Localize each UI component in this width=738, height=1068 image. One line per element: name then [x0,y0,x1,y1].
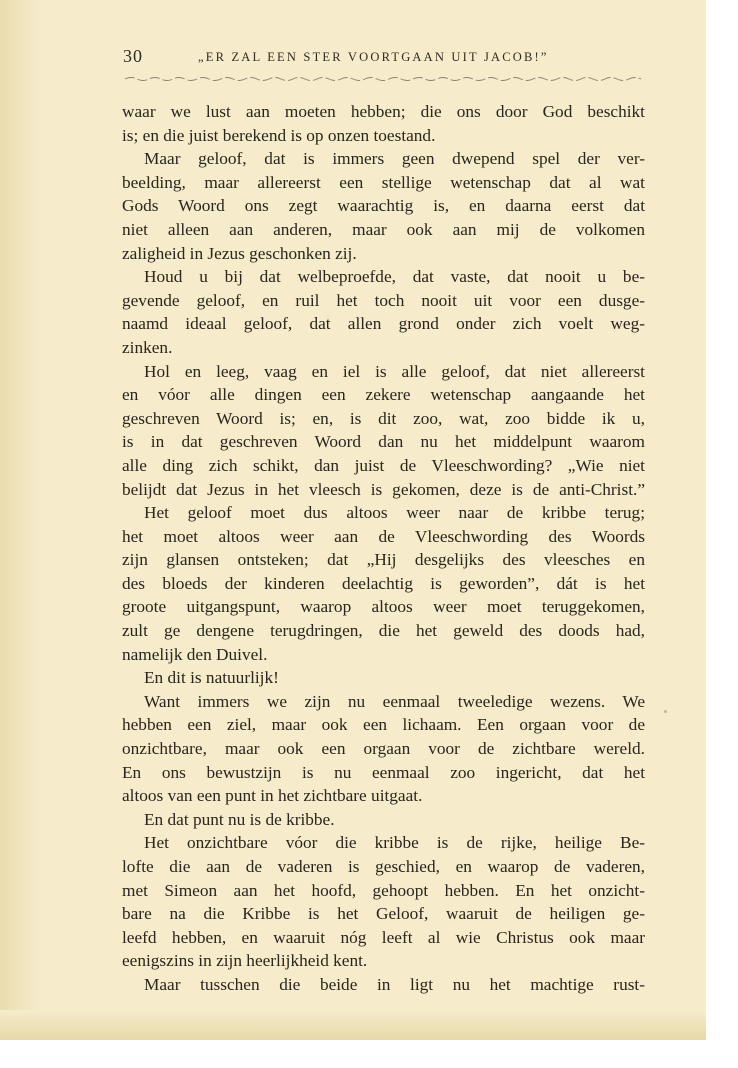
text-line: Want immers we zijn nu eenmaal tweeledige wezens. We [144,691,645,711]
text-line: namelijk den Duivel. [122,644,268,664]
text-line: altoos van een punt in het zichtbare uitgaat. [122,786,423,806]
text-line: alle ding zich schikt, dan juist de Vleeschwording? „Wie niet [122,455,645,475]
text-line: zaligheid in Jezus geschonken zij. [122,243,357,263]
text-line: leefd hebben, en waaruit nóg leeft al wie Christus ook maar [122,927,645,947]
text-line: waar we lust aan moeten hebben; die ons door God beschikt [122,102,645,121]
text-line: zult ge dengene terugdringen, die het geweld des doods had, [122,621,645,641]
text-line: En dit is natuurlijk! [144,668,279,688]
text-line: is in dat geschreven Woord dan nu het middelpunt waarom [122,432,645,452]
text-line: niet alleen aan anderen, maar ook aan mij de volkomen [122,219,645,239]
text-line: Maar tusschen die beide in ligt nu het machtige rust- [144,974,645,994]
text-line: Gods Woord ons zegt waarachtig is, en daarna eerst dat [122,196,645,216]
body-text [122,100,645,997]
text-line: geschreven Woord is; en, is dit zoo, wat, zoo bidde ik u, [122,408,645,428]
text-line: gevende geloof, en ruil het toch nooit uit voor een dusge- [122,290,645,310]
text-line: Maar geloof, dat is immers geen dwepend spel der ver- [144,149,645,169]
text-line: Het onzichtbare vóor die kribbe is de rijke, heilige Be- [144,833,645,853]
text-line: het moet altoos weer aan de Vleeschwording des Woords [122,526,645,546]
text-line: en vóor alle dingen een zekere wetenschap aangaande het [122,385,645,405]
page-shadow-bottom [0,1010,706,1040]
text-line: Het geloof moet dus altoos weer naar de kribbe terug; [144,503,645,523]
text-line: zijn glansen ontsteken; dat „Hij desgelijks des vleesches en [122,550,645,570]
header-ornamental-rule [125,76,643,82]
text-line: beelding, maar allereerst een stellige wetenschap dat al wat [122,172,645,192]
text-line: belijdt dat Jezus in het vleesch is gekomen, deze is de anti-Christ.” [122,479,645,499]
text-line: bare na die Kribbe is het Geloof, waaruit de heiligen ge- [122,904,645,924]
text-line: eenigszins in zijn heerlijkheid kent. [122,951,368,971]
page-number: 30 [123,46,143,66]
text-line: zinken. [122,337,173,357]
text-line: des bloeds der kinderen deelachtig is geworden”, dát is het [122,573,645,593]
text-line: En dat punt nu is de kribbe. [144,809,335,829]
text-line: hebben een ziel, maar ook een lichaam. Een orgaan voor de [122,715,645,735]
text-line: lofte die aan de vaderen is geschied, en waarop de vaderen, [122,857,645,876]
text-line: is; en die juist berekend is op onzen toestand. [122,125,436,145]
text-line: naamd ideaal geloof, dat allen grond onder zich voelt weg- [122,314,645,334]
text-line: Houd u bij dat welbeproefde, dat vaste, dat nooit u be- [144,267,645,287]
text-line: onzichtbare, maar ook een orgaan voor de zichtbare wereld. [122,739,645,759]
page-shadow-left [0,0,40,1040]
print-speck [664,710,667,713]
text-line: groote uitgangspunt, waarop altoos weer moet teruggekomen, [122,597,645,617]
text-line: En ons bewustzijn is nu eenmaal zoo ingericht, dat het [122,762,645,782]
running-title: „ER ZAL EEN STER VOORTGAAN UIT JACOB!” [198,50,549,64]
page-header [123,46,645,76]
text-line: met Simeon aan het hoofd, gehoopt hebben. En het onzicht- [122,880,645,900]
text-line: Hol en leeg, vaag en iel is alle geloof, dat niet allereerst [144,361,645,381]
